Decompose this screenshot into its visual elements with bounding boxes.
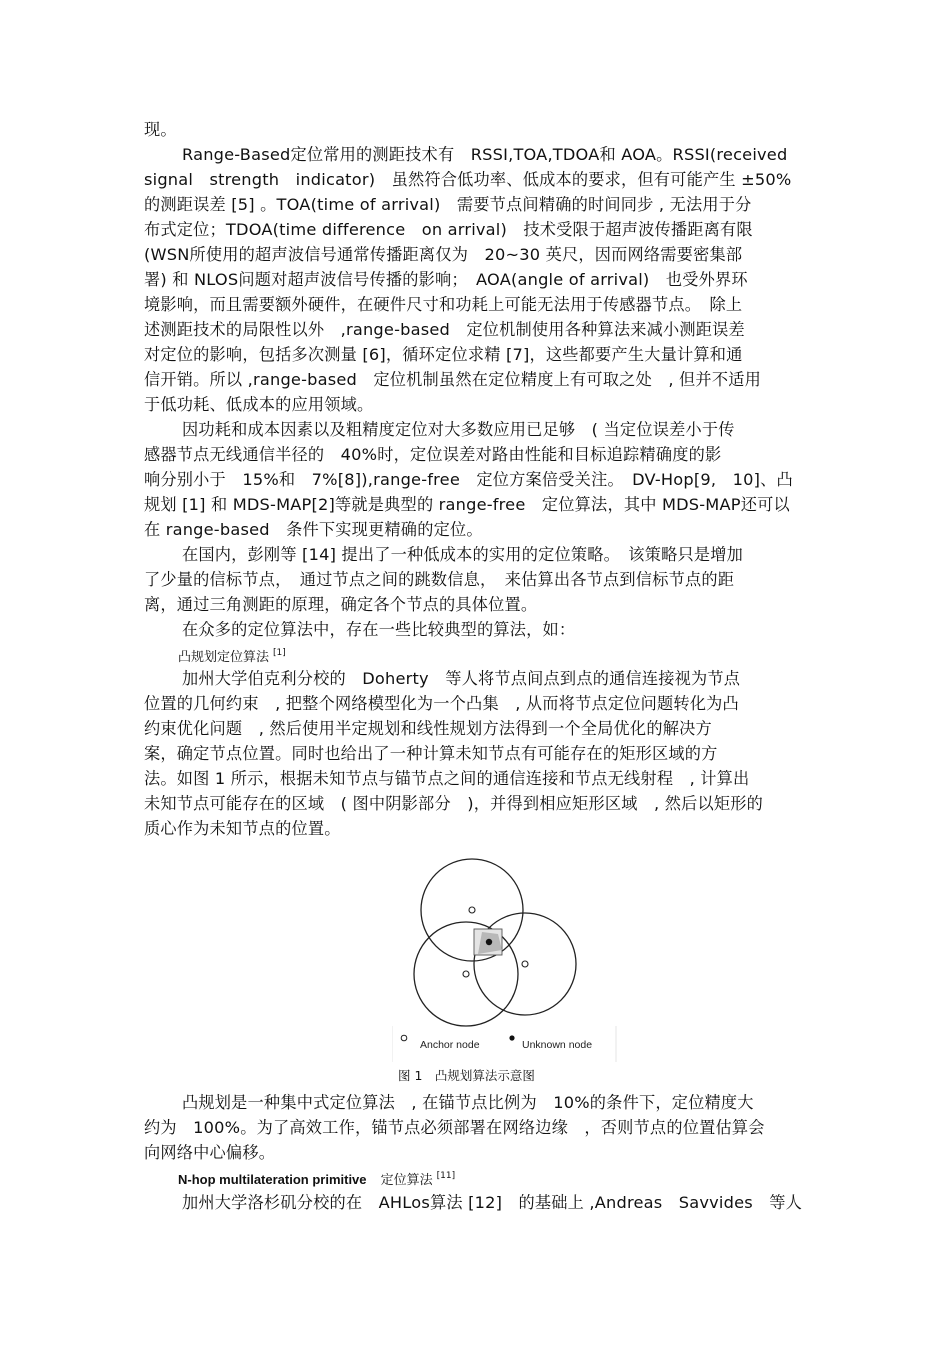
- text-line: 现。: [144, 120, 177, 139]
- legend-unknown-icon: [509, 1035, 514, 1040]
- text-line: 规划 [1] 和 MDS-MAP[2]等就是典型的 range-free 定位算法，其中 MDS-MAP还可以: [144, 495, 790, 514]
- text-line: 信开销。所以 ,range-based 定位机制虽然在定位精度上有可取之处 , 但并不适用: [144, 370, 761, 389]
- legend-unknown-label: Unknown node: [522, 1039, 593, 1051]
- anchor-node: [469, 907, 475, 913]
- text-line: 位置的几何约束 , 把整个网络模型化为一个凸集 , 从而将节点定位问题转化为凸: [144, 694, 739, 713]
- section-heading-nhop: [178, 1166, 455, 1191]
- text-line: 凸规划是一种集中式定位算法 , 在锚节点比例为 10%的条件下，定位精度大: [182, 1093, 754, 1112]
- text-line: 法。如图 1 所示，根据未知节点与锚节点之间的通信连接和节点无线射程 , 计算出: [144, 769, 750, 788]
- heading-text: 定位算法: [380, 1173, 433, 1188]
- anchor-node: [463, 971, 469, 977]
- text-line: 感器节点无线通信半径的 40%时，定位误差对路由性能和目标追踪精确度的影: [144, 445, 722, 464]
- heading-ref: [1]: [273, 648, 286, 658]
- text-line: 署) 和 NLOS问题对超声波信号传播的影响； AOA(angle of arrival) 也受外界环: [144, 270, 748, 289]
- text-line: 在国内，彭刚等 [14] 提出了一种低成本的实用的定位策略。 该策略只是增加: [182, 545, 744, 564]
- text-line: 未知节点可能存在的区域 ( 图中阴影部分 )，并得到相应矩形区域 , 然后以矩形的: [144, 794, 764, 813]
- text-line: 响分别小于 15%和 7%[8]),range-free 定位方案倍受关注。 DV-Hop[9, 10]、凸: [144, 470, 793, 489]
- heading-ref: [11]: [436, 1171, 456, 1181]
- heading-bold-text: N-hop multilateration primitive: [178, 1172, 367, 1187]
- text-line: 案，确定节点位置。同时也给出了一种计算未知节点有可能存在的矩形区域的方: [144, 744, 718, 763]
- section-heading-convex: [178, 643, 286, 668]
- text-line: (WSN所使用的超声波信号通常传播距离仅为 20~30 英尺，因而网络需要密集部: [144, 245, 743, 264]
- text-line: 的测距误差 [5] 。TOA(time of arrival) 需要节点间精确的时间同步 , 无法用于分: [144, 195, 752, 214]
- text-line: 因功耗和成本因素以及粗精度定位对大多数应用已足够 ( 当定位误差小于传: [182, 420, 735, 439]
- text-line: signal strength indicator) 虽然符合低功率、低成本的要求，但有可能产生 ±50%: [144, 170, 792, 189]
- text-line: 约束优化问题 , 然后使用半定规划和线性规划方法得到一个全局优化的解决方: [144, 719, 712, 738]
- text-line: 向网络中心偏移。: [144, 1143, 276, 1162]
- convex-diagram: [392, 852, 622, 1062]
- figure-caption: 图 1 凸规划算法示意图: [398, 1068, 535, 1083]
- text-line: 约为 100%。为了高效工作，锚节点必须部署在网络边缘 ，否则节点的位置估算会: [144, 1118, 765, 1137]
- text-line: 述测距技术的局限性以外 ,range-based 定位机制使用各种算法来减小测距误差: [144, 320, 745, 339]
- text-line: 在众多的定位算法中，存在一些比较典型的算法，如：: [182, 620, 576, 639]
- text-line: 境影响，而且需要额外硬件，在硬件尺寸和功耗上可能无法用于传感器节点。 除上: [144, 295, 743, 314]
- text-line: Range-Based定位常用的测距技术有 RSSI,TOA,TDOA和 AOA。RSSI(received: [182, 145, 788, 164]
- text-line: 质心作为未知节点的位置。: [144, 819, 341, 838]
- text-line: 加州大学伯克利分校的 Doherty 等人将节点间点到点的通信连接视为节点: [182, 669, 741, 688]
- text-line: 在 range-based 条件下实现更精确的定位。: [144, 520, 483, 539]
- legend-anchor-label: Anchor node: [420, 1039, 480, 1051]
- text-line: 于低功耗、低成本的应用领域。: [144, 395, 374, 414]
- text-line: 布式定位；TDOA(time difference on arrival) 技术受限于超声波传播距离有限: [144, 220, 753, 239]
- text-line: 了少量的信标节点， 通过节点之间的跳数信息， 来估算出各节点到信标节点的距: [144, 570, 735, 589]
- anchor-node: [522, 961, 528, 967]
- text-line: 加州大学洛杉矶分校的在 AHLos算法 [12] 的基础上 ,Andreas Savvides 等人: [182, 1193, 803, 1212]
- legend-anchor-icon: [401, 1035, 407, 1041]
- heading-text: 凸规划定位算法: [178, 650, 270, 665]
- text-line: 对定位的影响，包括多次测量 [6]，循环定位求精 [7]，这些都要产生大量计算和通: [144, 345, 743, 364]
- text-line: 离，通过三角测距的原理，确定各个节点的具体位置。: [144, 595, 538, 614]
- unknown-node: [486, 939, 492, 945]
